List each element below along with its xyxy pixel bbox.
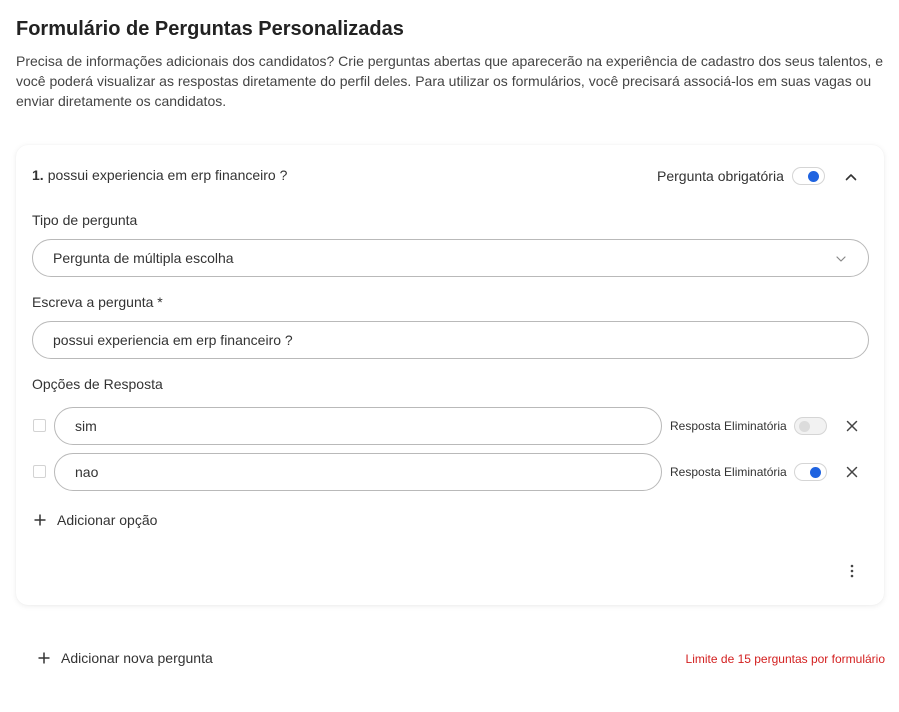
option-checkbox[interactable] bbox=[33, 465, 46, 478]
add-option-label: Adicionar opção bbox=[57, 512, 158, 528]
plus-icon bbox=[34, 514, 46, 526]
eliminatory-toggle[interactable] bbox=[794, 417, 827, 435]
question-number: 1. bbox=[32, 167, 44, 183]
required-label: Pergunta obrigatória bbox=[657, 168, 784, 184]
question-limit-note: Limite de 15 perguntas por formulário bbox=[685, 652, 885, 666]
plus-icon bbox=[38, 652, 50, 664]
option-input[interactable] bbox=[54, 407, 662, 445]
question-text-value: possui experiencia em erp financeiro ? bbox=[53, 332, 293, 348]
chevron-down-icon bbox=[834, 252, 848, 266]
eliminatory-label: Resposta Eliminatória bbox=[670, 419, 787, 433]
eliminatory-toggle[interactable] bbox=[794, 463, 827, 481]
option-input[interactable] bbox=[54, 453, 662, 491]
question-header[interactable] bbox=[32, 167, 287, 183]
option-value: sim bbox=[75, 418, 97, 434]
add-question-button[interactable] bbox=[38, 650, 213, 666]
page-description: Precisa de informações adicionais dos candidatos? Crie perguntas abertas que aparecerão na experiência de cadastro dos seus talentos, e você poderá visualizar as respostas diretamente do perfil deles. Para utilizar os formulários, você precisará associá-los em suas vagas ou enviar diretamente os candidatos. bbox=[16, 53, 883, 109]
question-title: possui experiencia em erp financeiro ? bbox=[47, 167, 288, 183]
add-option-button[interactable] bbox=[34, 512, 157, 528]
eliminatory-toggle-knob bbox=[799, 421, 810, 432]
required-toggle[interactable] bbox=[792, 167, 825, 185]
eliminatory-label: Resposta Eliminatória bbox=[670, 465, 787, 479]
question-type-value: Pergunta de múltipla escolha bbox=[53, 250, 234, 266]
required-toggle-knob bbox=[808, 171, 819, 182]
close-icon[interactable] bbox=[846, 420, 858, 432]
answer-options-label: Opções de Resposta bbox=[32, 376, 163, 392]
question-type-select[interactable] bbox=[32, 239, 869, 277]
question-card bbox=[16, 145, 884, 605]
chevron-up-icon[interactable] bbox=[843, 169, 859, 185]
add-question-label: Adicionar nova pergunta bbox=[61, 650, 213, 666]
question-text-label: Escreva a pergunta * bbox=[32, 294, 163, 310]
option-checkbox[interactable] bbox=[33, 419, 46, 432]
page-title: Formulário de Perguntas Personalizadas bbox=[16, 18, 404, 40]
more-vertical-icon[interactable] bbox=[848, 563, 856, 579]
close-icon[interactable] bbox=[846, 466, 858, 478]
option-value: nao bbox=[75, 464, 99, 480]
question-text-input[interactable] bbox=[32, 321, 869, 359]
question-type-label: Tipo de pergunta bbox=[32, 212, 138, 228]
eliminatory-toggle-knob bbox=[810, 467, 821, 478]
